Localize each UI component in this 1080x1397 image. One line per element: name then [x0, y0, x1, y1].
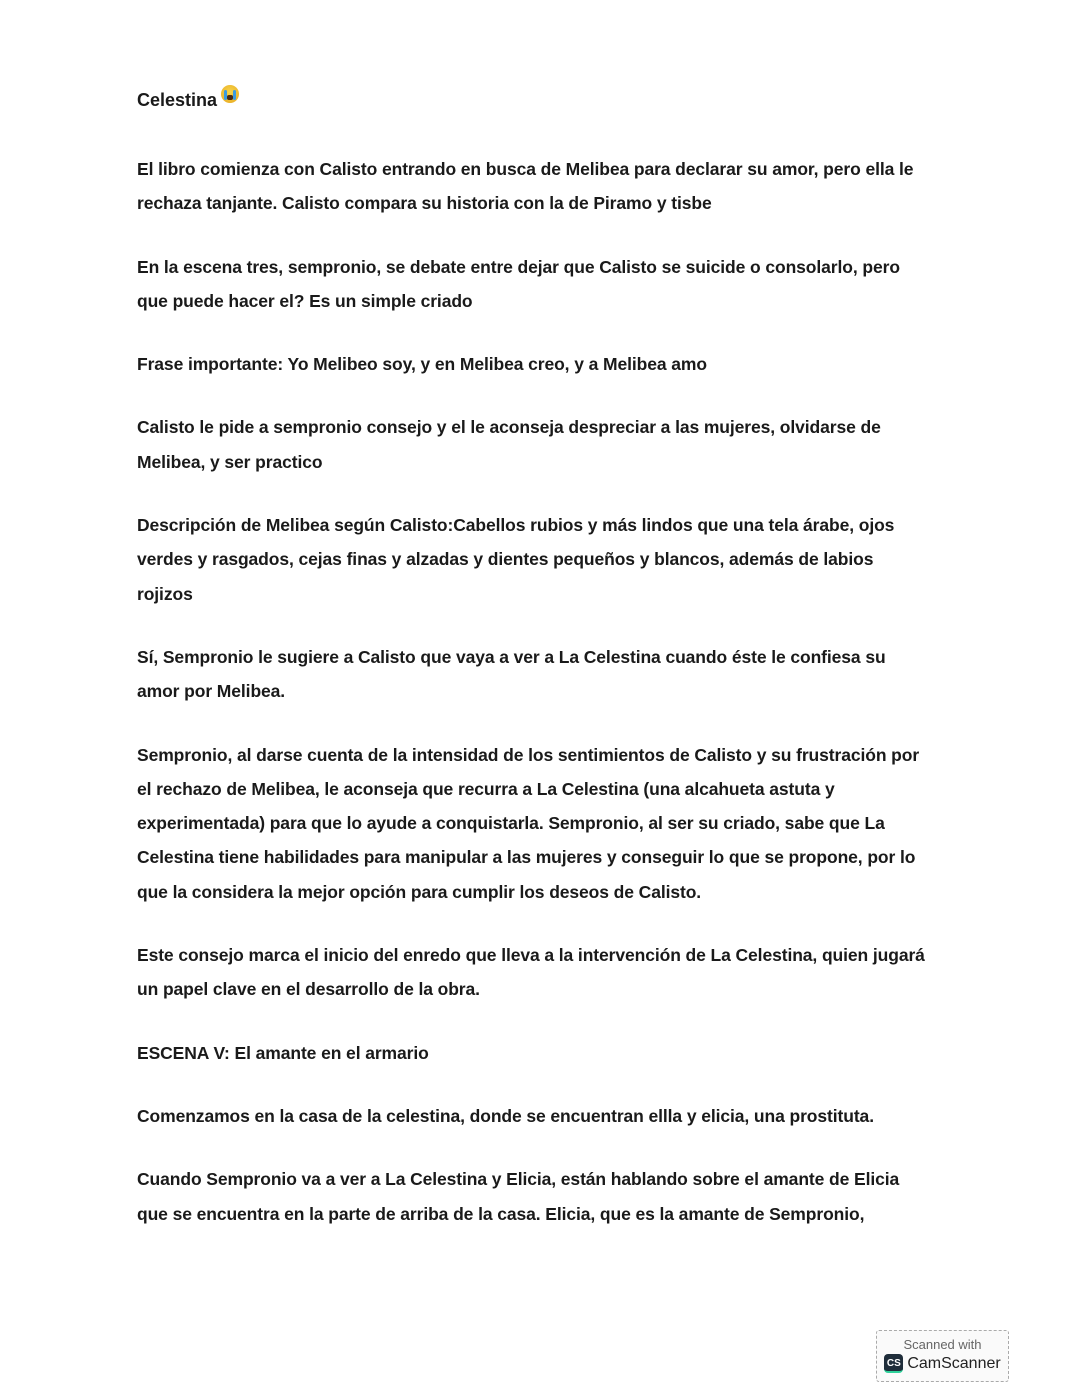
text-line: Celestina tiene habilidades para manipular a las mujeres y conseguir lo que se propone, por lo [137, 847, 916, 868]
scanned-with-label: Scanned with [903, 1337, 982, 1352]
text-line: verdes y rasgados, cejas finas y alzadas y dientes pequeños y blancos, además de labios [137, 549, 874, 570]
text-line: que puede hacer el? Es un simple criado [137, 290, 473, 311]
text-line: que se encuentra en la parte de arriba de la casa. Elicia, que es la amante de Sempronio, [137, 1203, 865, 1224]
text-line: Comenzamos en la casa de la celestina, donde se encuentran ellla y elicia, una prostituta. [137, 1105, 874, 1126]
text-line: experimentada) para que lo ayude a conquistarla. Sempronio, al ser su criado, sabe que La [137, 813, 885, 834]
text-line: amor por Melibea. [137, 681, 286, 702]
text-line: rojizos [137, 583, 193, 604]
text-line: ESCENA V: El amante en el armario [137, 1042, 429, 1063]
paragraph [137, 347, 997, 381]
text-line: Melibea, y ser practico [137, 451, 323, 472]
text-line: un papel clave en el desarrollo de la obra. [137, 979, 480, 1000]
paragraph [137, 1099, 997, 1133]
document-title [137, 86, 997, 114]
paragraph [137, 410, 997, 479]
paragraph [137, 738, 997, 909]
paragraph [137, 1162, 997, 1231]
paragraph [137, 508, 997, 611]
paragraph [137, 250, 997, 319]
document-body [137, 152, 997, 1231]
document-page [137, 86, 997, 1260]
paragraph [137, 938, 997, 1007]
camscanner-name: CamScanner [907, 1354, 1001, 1372]
text-line: Descripción de Melibea según Calisto:Cabellos rubios y más lindos que una tela árabe, ojos [137, 515, 895, 536]
text-line: El libro comienza con Calisto entrando en busca de Melibea para declarar su amor, pero ella le [137, 159, 914, 179]
text-line: rechaza tanjante. Calisto compara su historia con la de Piramo y tisbe [137, 193, 712, 214]
paragraph [137, 1036, 997, 1070]
paragraph [137, 152, 997, 221]
paragraph [137, 640, 997, 709]
title-text: Celestina [137, 90, 218, 110]
camscanner-brand [877, 1354, 1008, 1373]
camscanner-watermark [876, 1330, 1009, 1382]
camscanner-logo-icon: CS [884, 1354, 903, 1373]
text-line: Calisto le pide a sempronio consejo y el le aconseja despreciar a las mujeres, olvidarse de [137, 417, 881, 438]
text-line: Sí, Sempronio le sugiere a Calisto que vaya a ver a La Celestina cuando éste le confiesa su [137, 646, 886, 667]
text-line: En la escena tres, sempronio, se debate entre dejar que Calisto se suicide o consolarlo, pero [137, 256, 900, 277]
text-line: Cuando Sempronio va a ver a La Celestina y Elicia, están hablando sobre el amante de Elicia [137, 1169, 900, 1190]
text-line: el rechazo de Melibea, le aconseja que recurra a La Celestina (una alcahueta astuta y [137, 778, 835, 799]
text-line: Sempronio, al darse cuenta de la intensidad de los sentimientos de Calisto y su frustración por [137, 744, 920, 765]
text-line: Este consejo marca el inicio del enredo que lleva a la intervención de La Celestina, quien jugará [137, 945, 925, 966]
text-line: Frase importante: Yo Melibeo soy, y en Melibea creo, y a Melibea amo [137, 354, 707, 375]
crying-face-emoji-icon [221, 85, 239, 103]
text-line: que la considera la mejor opción para cumplir los deseos de Calisto. [137, 881, 702, 902]
